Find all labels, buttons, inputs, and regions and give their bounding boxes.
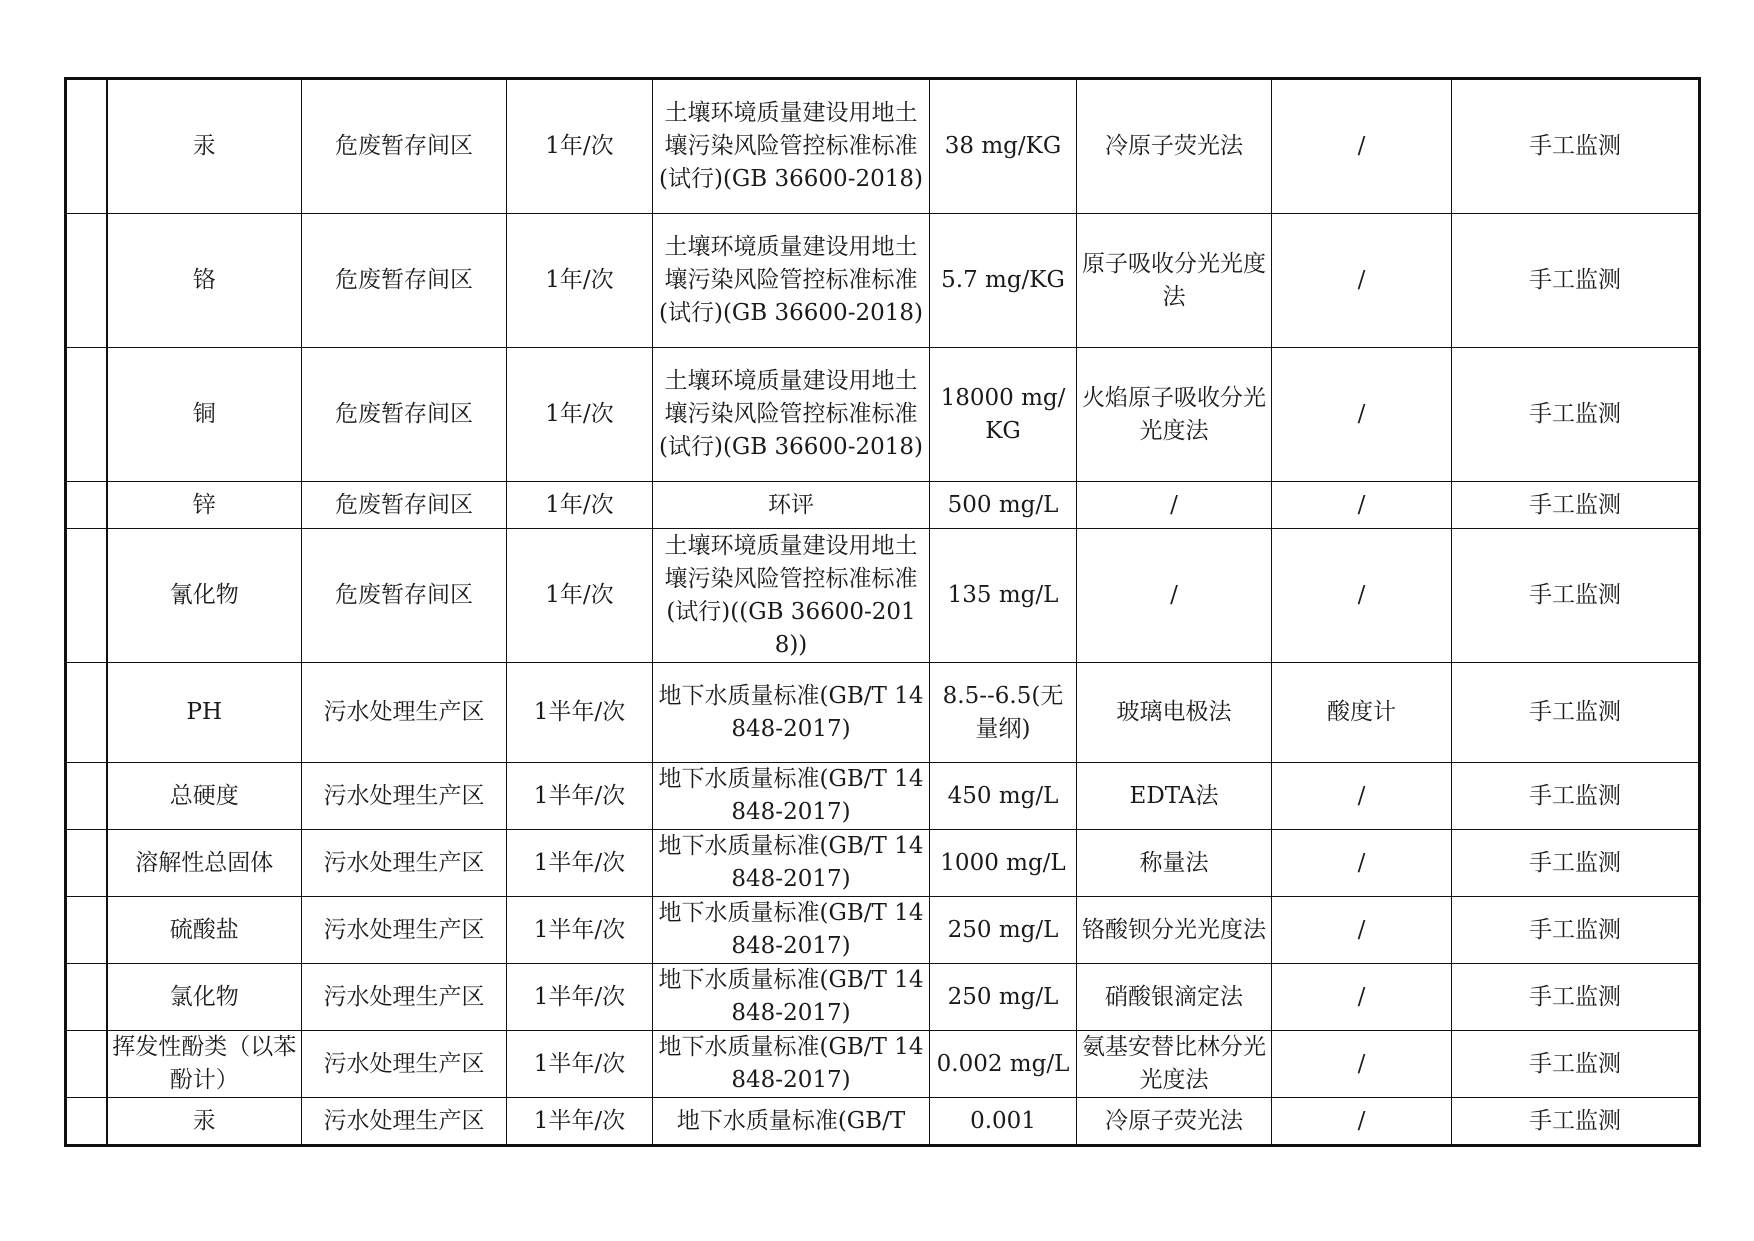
limit-cell: 0.002 mg/L (930, 1031, 1077, 1098)
limit-cell: 0.001 (930, 1098, 1077, 1146)
instrument-cell: / (1272, 529, 1452, 663)
row-gutter-cell (66, 830, 107, 897)
area-cell: 污水处理生产区 (302, 964, 507, 1031)
table-row (66, 897, 1700, 964)
frequency-cell: 1年/次 (507, 79, 653, 214)
mode-cell: 手工监测 (1452, 1031, 1700, 1098)
frequency-cell: 1年/次 (507, 482, 653, 529)
item-cell: PH (107, 663, 302, 763)
standard-cell: 地下水质量标准(GB/T 14848-2017) (653, 830, 930, 897)
table-row (66, 830, 1700, 897)
table-row (66, 214, 1700, 348)
item-cell: 锌 (107, 482, 302, 529)
mode-cell: 手工监测 (1452, 663, 1700, 763)
mode-cell: 手工监测 (1452, 529, 1700, 663)
standard-cell: 地下水质量标准(GB/T 14848-2017) (653, 1031, 930, 1098)
row-gutter-cell (66, 964, 107, 1031)
mode-cell: 手工监测 (1452, 830, 1700, 897)
mode-cell: 手工监测 (1452, 348, 1700, 482)
table-row (66, 763, 1700, 830)
instrument-cell: / (1272, 763, 1452, 830)
standard-cell: 土壤环境质量建设用地土壤污染风险管控标准标准(试行)(GB 36600-2018) (653, 348, 930, 482)
method-cell: 玻璃电极法 (1077, 663, 1272, 763)
method-cell: 原子吸收分光光度法 (1077, 214, 1272, 348)
instrument-cell: / (1272, 1031, 1452, 1098)
item-cell: 汞 (107, 79, 302, 214)
method-cell: 氨基安替比林分光光度法 (1077, 1031, 1272, 1098)
method-cell: 称量法 (1077, 830, 1272, 897)
row-gutter-cell (66, 897, 107, 964)
area-cell: 危废暂存间区 (302, 79, 507, 214)
limit-cell: 135 mg/L (930, 529, 1077, 663)
limit-cell: 38 mg/KG (930, 79, 1077, 214)
row-gutter-cell (66, 763, 107, 830)
table-row (66, 482, 1700, 529)
area-cell: 污水处理生产区 (302, 663, 507, 763)
area-cell: 危废暂存间区 (302, 214, 507, 348)
item-cell: 硫酸盐 (107, 897, 302, 964)
area-cell: 危废暂存间区 (302, 348, 507, 482)
row-gutter-cell (66, 1031, 107, 1098)
method-cell: 冷原子荧光法 (1077, 1098, 1272, 1146)
method-cell: 冷原子荧光法 (1077, 79, 1272, 214)
area-cell: 污水处理生产区 (302, 830, 507, 897)
instrument-cell: / (1272, 214, 1452, 348)
monitoring-table (64, 77, 1701, 1147)
method-cell: / (1077, 482, 1272, 529)
limit-cell: 1000 mg/L (930, 830, 1077, 897)
standard-cell: 地下水质量标准(GB/T 14848-2017) (653, 964, 930, 1031)
instrument-cell: / (1272, 1098, 1452, 1146)
item-cell: 汞 (107, 1098, 302, 1146)
mode-cell: 手工监测 (1452, 763, 1700, 830)
area-cell: 危废暂存间区 (302, 482, 507, 529)
item-cell: 总硬度 (107, 763, 302, 830)
item-cell: 铜 (107, 348, 302, 482)
table-row (66, 964, 1700, 1031)
item-cell: 氯化物 (107, 964, 302, 1031)
item-cell: 溶解性总固体 (107, 830, 302, 897)
area-cell: 污水处理生产区 (302, 1031, 507, 1098)
instrument-cell: / (1272, 830, 1452, 897)
frequency-cell: 1半年/次 (507, 1031, 653, 1098)
instrument-cell: / (1272, 897, 1452, 964)
limit-cell: 18000 mg/KG (930, 348, 1077, 482)
method-cell: 火焰原子吸收分光光度法 (1077, 348, 1272, 482)
limit-cell: 250 mg/L (930, 897, 1077, 964)
mode-cell: 手工监测 (1452, 897, 1700, 964)
instrument-cell: / (1272, 348, 1452, 482)
standard-cell: 地下水质量标准(GB/T 14848-2017) (653, 663, 930, 763)
frequency-cell: 1半年/次 (507, 1098, 653, 1146)
limit-cell: 500 mg/L (930, 482, 1077, 529)
frequency-cell: 1年/次 (507, 348, 653, 482)
instrument-cell: 酸度计 (1272, 663, 1452, 763)
limit-cell: 450 mg/L (930, 763, 1077, 830)
mode-cell: 手工监测 (1452, 214, 1700, 348)
frequency-cell: 1年/次 (507, 529, 653, 663)
method-cell: 硝酸银滴定法 (1077, 964, 1272, 1031)
table-row (66, 79, 1700, 214)
area-cell: 污水处理生产区 (302, 897, 507, 964)
standard-cell: 环评 (653, 482, 930, 529)
standard-cell: 土壤环境质量建设用地土壤污染风险管控标准标准(试行)(GB 36600-2018) (653, 214, 930, 348)
row-gutter-cell (66, 214, 107, 348)
row-gutter-cell (66, 348, 107, 482)
standard-cell: 地下水质量标准(GB/T (653, 1098, 930, 1146)
area-cell: 污水处理生产区 (302, 1098, 507, 1146)
area-cell: 危废暂存间区 (302, 529, 507, 663)
instrument-cell: / (1272, 482, 1452, 529)
method-cell: / (1077, 529, 1272, 663)
mode-cell: 手工监测 (1452, 482, 1700, 529)
table-body (66, 79, 1700, 1146)
row-gutter-cell (66, 1098, 107, 1146)
item-cell: 挥发性酚类（以苯酚计） (107, 1031, 302, 1098)
frequency-cell: 1年/次 (507, 214, 653, 348)
table-row (66, 663, 1700, 763)
frequency-cell: 1半年/次 (507, 763, 653, 830)
table-row (66, 529, 1700, 663)
row-gutter-cell (66, 529, 107, 663)
item-cell: 氰化物 (107, 529, 302, 663)
area-cell: 污水处理生产区 (302, 763, 507, 830)
standard-cell: 土壤环境质量建设用地土壤污染风险管控标准标准(试行)(GB 36600-2018) (653, 79, 930, 214)
frequency-cell: 1半年/次 (507, 663, 653, 763)
limit-cell: 8.5--6.5(无量纲) (930, 663, 1077, 763)
item-cell: 铬 (107, 214, 302, 348)
method-cell: EDTA法 (1077, 763, 1272, 830)
limit-cell: 5.7 mg/KG (930, 214, 1077, 348)
standard-cell: 土壤环境质量建设用地土壤污染风险管控标准标准(试行)((GB 36600-2018)) (653, 529, 930, 663)
mode-cell: 手工监测 (1452, 964, 1700, 1031)
frequency-cell: 1半年/次 (507, 830, 653, 897)
frequency-cell: 1半年/次 (507, 897, 653, 964)
row-gutter-cell (66, 482, 107, 529)
row-gutter-cell (66, 663, 107, 763)
table-row (66, 1098, 1700, 1146)
row-gutter-cell (66, 79, 107, 214)
method-cell: 铬酸钡分光光度法 (1077, 897, 1272, 964)
standard-cell: 地下水质量标准(GB/T 14848-2017) (653, 897, 930, 964)
frequency-cell: 1半年/次 (507, 964, 653, 1031)
table-row (66, 1031, 1700, 1098)
mode-cell: 手工监测 (1452, 79, 1700, 214)
instrument-cell: / (1272, 79, 1452, 214)
limit-cell: 250 mg/L (930, 964, 1077, 1031)
mode-cell: 手工监测 (1452, 1098, 1700, 1146)
instrument-cell: / (1272, 964, 1452, 1031)
standard-cell: 地下水质量标准(GB/T 14848-2017) (653, 763, 930, 830)
table-row (66, 348, 1700, 482)
